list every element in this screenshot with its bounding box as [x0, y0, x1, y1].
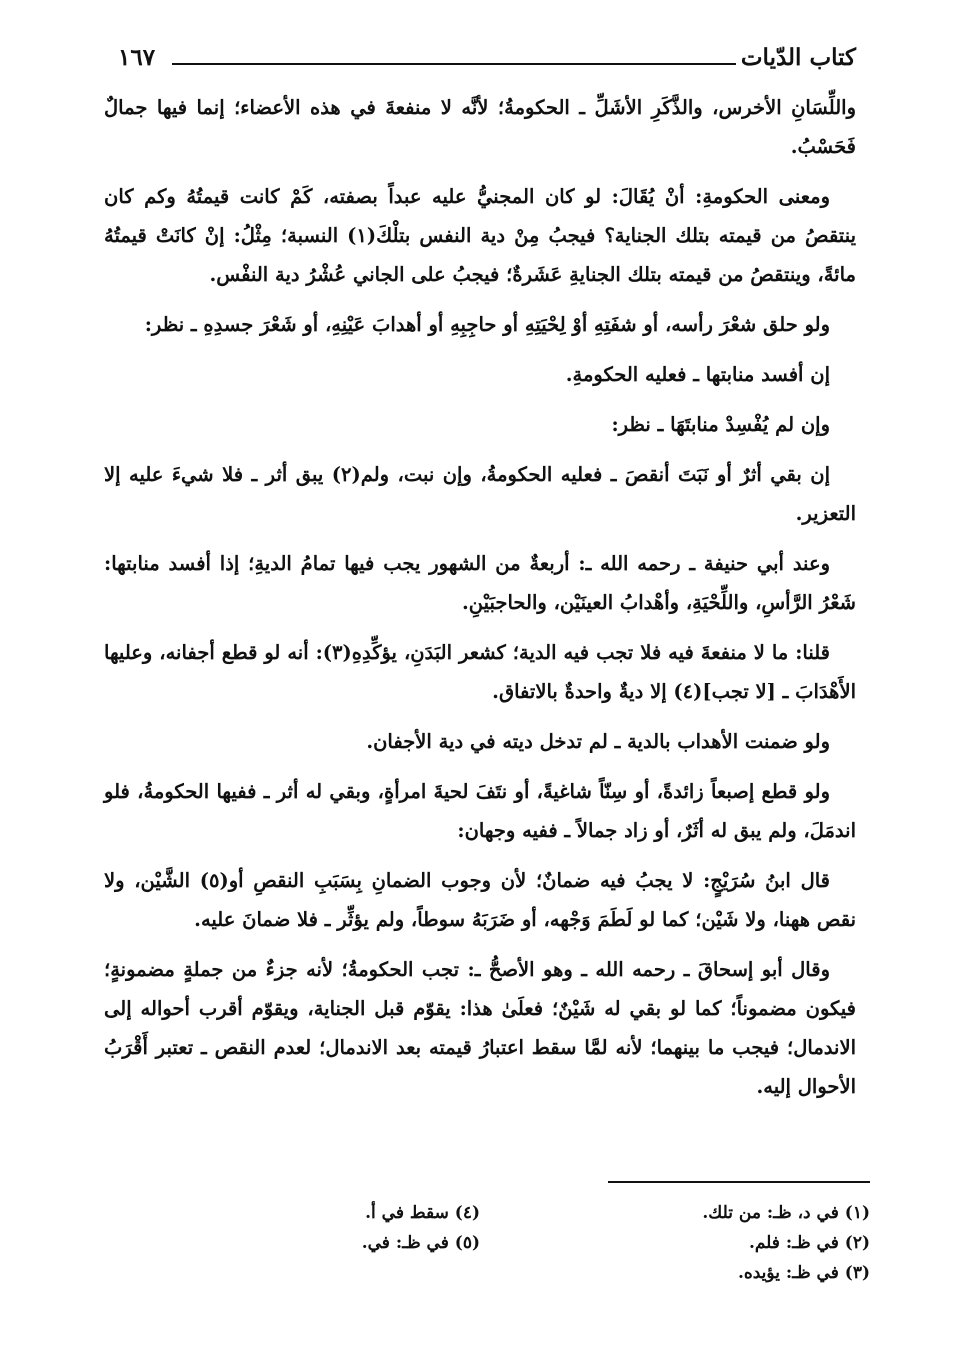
paragraph: ولو قطع إصبعاً زائدةً، أو سِنّاً شاغيةً، أو نتَفَ لحيةَ امرأةٍ، وبقي له أثر ـ ففيها الحكومةُ، فلو اندمَلَ، ولم يبق له أثَرٌ، أو زاد جمالاً ـ ففيه وجهان:: [104, 780, 856, 842]
footnote: (٢) في ظـ: فلم.: [748, 1233, 870, 1253]
paragraph: إن أفسد منابتها ـ فعليه الحكومةِ.: [565, 363, 830, 386]
paragraph: وإن لم يُفْسِدْ منابتَهَا ـ نظر:: [611, 413, 830, 436]
paragraph: قلنا: ما لا منفعةَ فيه فلا تجب فيه الدية؛ كشعر البَدَنِ، يؤكِّدِهِ(٣): أنه لو قطع أجفانه، وعليها الأَهْدَابَ ـ [لا تجب](٤) إلا ديةٌ واحدةٌ بالاتفاق.: [104, 641, 856, 703]
footnote-separator: [608, 1181, 870, 1183]
footnotes-column-left: [220, 1198, 480, 1258]
paragraph: ولو حلق شعْرَ رأسه، أو شفَتِهِ أوْ لِحْيَتِهِ أو حاجِبِهِ أو أهدابَ عَيْنِهِ، أو شَعْرَ جسدِهِ ـ نظر:: [144, 313, 830, 336]
paragraph: وقال أبو إسحاقَ ـ رحمه الله ـ وهو الأصحُّ ـ: تجب الحكومةُ؛ لأنه جزءٌ من جملةٍ مضمونةٍ؛ فيكون مضموناً؛ كما لو بقي له شَيْنٌ؛ فعلَىٰ هذا: يقوّم قبل الجناية، ويقوّم أقرب أحواله إلى الاندمال؛ فيجب ما بينهما؛ لأنه لمَّا سقط اعتبارُ قيمته بعد الاندمال؛ لعدم النقص ـ تعتبر أَقْرَبُ الأحوال إليه.: [104, 958, 856, 1098]
page-number: ١٦٧: [118, 44, 156, 71]
footnote: (٤) سقط في أ.: [365, 1203, 480, 1223]
paragraph: ومعنى الحكومةِ: أنْ يُقَالَ: لو كان المجنيُّ عليه عبداً بصفته، كَمْ كانت قيمتُهُ وكم كان ينتقصُ من قيمته بتلك الجناية؟ فيجبُ مِنْ دية النفس بتلْكَ(١) النسبة؛ مِثْلُ: إنْ كانَتْ قيمتُهُ مائةً، وينتقصُ من قيمته بتلك الجنايةِ عَشَرةٌ؛ فيجبُ على الجاني عُشْرُ دية النفْس.: [104, 185, 856, 286]
footnote: (١) في د، ظـ: من تلك.: [702, 1203, 870, 1223]
header-rule: [172, 63, 736, 65]
paragraph: وعند أبي حنيفة ـ رحمه الله ـ: أربعةٌ من الشهور يجب فيها تمامُ الديةِ؛ إذا أفسد منابتها: شَعْرُ الرَّأسِ، واللِّحْيَةِ، وأهْدابُ العينَيْن، والحاجبَيْنِ.: [104, 552, 856, 614]
footnote: (٥) في ظـ: في.: [361, 1233, 480, 1253]
footnotes: [104, 1198, 870, 1318]
paragraph: واللِّسَانِ الأخرس، والذَّكَرِ الأشَلِّ ـ الحكومةُ؛ لأنَّه لا منفعةَ في هذه الأعضاء؛ إنما فيها جمالٌ فَحَسْبُ.: [104, 96, 856, 158]
page-header: [118, 44, 856, 78]
footnote: (٣) في ظـ: يؤيده.: [737, 1263, 870, 1283]
page-body: [104, 88, 856, 1117]
footnotes-column-right: [570, 1198, 870, 1288]
paragraph: إن بقي أثرٌ أو نَبَتَ أنقصَ ـ فعليه الحكومةُ، وإن نبت، ولم(٢) يبق أثر ـ فلا شيءَ عليه إلا التعزير.: [104, 463, 856, 525]
paragraph: ولو ضمنت الأهداب بالدية ـ لم تدخل ديته في دية الأجفان.: [366, 730, 830, 753]
running-title: كتاب الدّيات: [740, 44, 856, 71]
paragraph: قال ابنُ سُرَيْجٍ: لا يجبُ فيه ضمانٌ؛ لأن وجوب الضمانِ بِسَبَبِ النقصِ أو(٥) الشَّيْن، ولا نقص ههنا، ولا شَيْن؛ كما لو لَطَمَ وَجْهه، أو ضَرَبَهُ سوطاً، ولم يؤثِّر ـ فلا ضمانَ عليه.: [104, 869, 856, 931]
